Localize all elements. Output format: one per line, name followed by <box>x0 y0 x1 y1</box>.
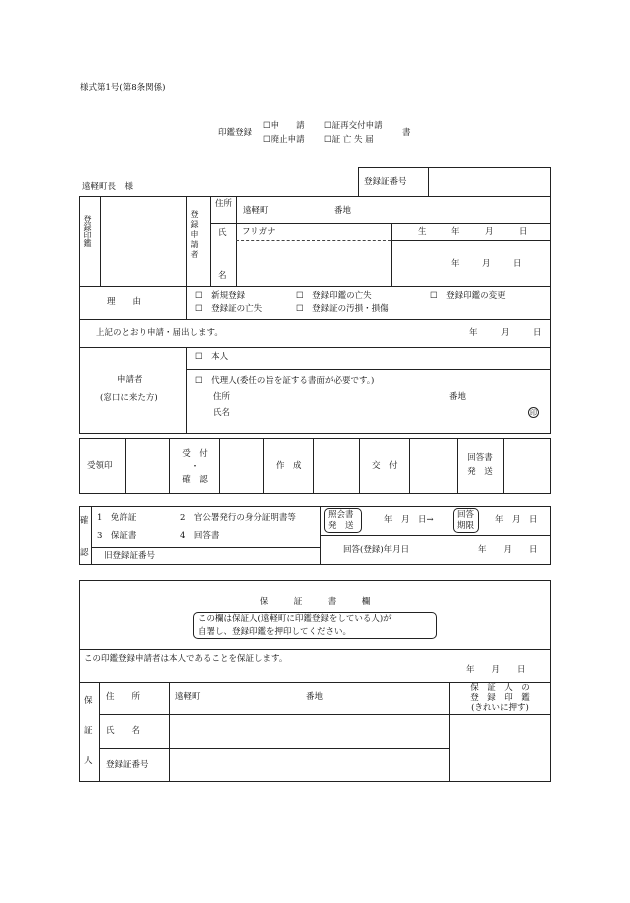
reply-send-2: 発 送 <box>467 467 493 477</box>
furigana-label[interactable]: フリガナ <box>242 227 276 237</box>
received-seal-label: 受領印 <box>87 461 113 471</box>
proxy-name-label: 氏名 <box>213 408 231 418</box>
reason-cert-damaged[interactable]: ☐ 登録証の汚損・損傷 <box>296 304 389 314</box>
applicant-group-label: 登録申請者 <box>190 210 199 260</box>
submitter-proxy[interactable]: ☐ 代理人(委任の旨を証する書面が必要です。) <box>195 376 375 386</box>
title-option-lost[interactable]: ☐証 亡 失 届 <box>324 135 374 145</box>
create-label: 作 成 <box>276 461 302 471</box>
birth-year: 年 <box>451 227 460 237</box>
accept-label-2: ・ <box>190 462 200 472</box>
declaration-day: 日 <box>533 328 542 338</box>
address-banchi: 番地 <box>334 206 352 216</box>
guarantor-name-label: 氏 名 <box>106 726 141 736</box>
verify-item-official-id[interactable]: 2 官公署発行の身分証明書等 <box>180 513 296 523</box>
proxy-seal-mark: 印 <box>530 408 537 417</box>
guarantee-title: 保 証 書 欄 <box>259 597 371 607</box>
addressee: 遠軽町長 様 <box>82 182 134 192</box>
guarantee-statement: この印鑑登録申請者は本人であることを保証します。 <box>84 654 288 664</box>
inquiry-date: 年 月 日→ <box>384 515 434 525</box>
guarantee-date: 年 月 日 <box>466 665 526 675</box>
inquiry-label-1: 照会書 <box>328 510 354 520</box>
guarantor-seal-header-3: (きれいに押す) <box>471 703 529 713</box>
cert-number-label: 登録証番号 <box>364 177 407 187</box>
guarantor-address-label: 住 所 <box>106 692 141 702</box>
issue-label: 交 付 <box>372 461 398 471</box>
declaration-year: 年 <box>469 328 478 338</box>
guarantor-cert-label: 登録証番号 <box>106 760 149 770</box>
guarantor-seal-header-1: 保 証 人 の <box>470 683 530 693</box>
inquiry-label-2: 発 送 <box>328 521 354 531</box>
verify-item-reply[interactable]: 4 回答書 <box>180 531 220 541</box>
guarantor-side-2: 証 <box>84 726 93 736</box>
guarantee-note-2: 自署し、登録印鑑を押印してください。 <box>198 627 352 637</box>
accept-label-1: 受 付 <box>182 449 208 459</box>
verify-label-top: 確 <box>80 516 89 526</box>
form-number: 様式第1号(第8条関係) <box>80 83 166 93</box>
verify-label-bottom: 認 <box>80 548 89 558</box>
guarantor-seal-header-2: 登 録 印 鑑 <box>470 693 530 703</box>
deadline-label-2: 期限 <box>457 521 475 531</box>
submitter-label: 申請者 <box>117 375 143 385</box>
birth-label: 生 <box>418 227 427 237</box>
proxy-banchi: 番地 <box>449 392 467 402</box>
seal-label: 登録印鑑 <box>83 215 92 247</box>
title-option-apply[interactable]: ☐申 請 <box>263 121 305 131</box>
deadline-date: 年 月 日 <box>495 515 538 525</box>
guarantor-side-1: 保 <box>84 696 93 706</box>
submitter-sublabel: (窓口に来た方) <box>100 393 158 403</box>
apply-day: 日 <box>513 259 522 269</box>
old-cert-label: 旧登録証番号 <box>104 551 156 561</box>
reply-registration-date: 年 月 日 <box>478 545 538 555</box>
reason-seal-change[interactable]: ☐ 登録印鑑の変更 <box>430 291 506 301</box>
reason-label: 理 由 <box>107 297 142 307</box>
title-option-reissue[interactable]: ☐証再交付申請 <box>324 121 383 131</box>
birth-month: 月 <box>485 227 494 237</box>
guarantor-address-banchi: 番地 <box>306 692 324 702</box>
title-prefix: 印鑑登録 <box>218 128 253 138</box>
apply-year: 年 <box>451 259 460 269</box>
verify-item-license[interactable]: 1 免許証 <box>97 513 137 523</box>
reason-cert-lost[interactable]: ☐ 登録証の亡失 <box>195 304 263 314</box>
verify-item-guarantee[interactable]: 3 保証書 <box>97 531 137 541</box>
submitter-self[interactable]: ☐ 本人 <box>195 352 229 362</box>
title-suffix: 書 <box>402 128 411 138</box>
declaration-month: 月 <box>501 328 510 338</box>
title-option-abolish[interactable]: ☐廃止申請 <box>263 135 305 145</box>
reply-registration-label: 回答(登録)年月日 <box>343 545 410 555</box>
guarantor-side-3: 人 <box>84 756 93 766</box>
address-town[interactable]: 遠軽町 <box>243 206 269 216</box>
accept-label-3: 確 認 <box>182 475 208 485</box>
name-label-bottom: 名 <box>218 271 227 281</box>
birth-day: 日 <box>519 227 528 237</box>
reason-new[interactable]: ☐ 新規登録 <box>195 291 246 301</box>
declaration-text: 上記のとおり申請・届出します。 <box>96 328 223 338</box>
guarantor-address-town[interactable]: 遠軽町 <box>175 692 201 702</box>
name-label-top: 氏 <box>218 228 227 238</box>
guarantee-note-1: この欄は保証人(遠軽町に印鑑登録をしている人)が <box>198 614 392 624</box>
reply-send-1: 回答書 <box>467 453 493 463</box>
guarantee-section <box>79 580 551 782</box>
reason-seal-lost[interactable]: ☐ 登録印鑑の亡失 <box>296 291 372 301</box>
apply-month: 月 <box>482 259 491 269</box>
office-table <box>79 438 551 494</box>
deadline-label-1: 回答 <box>457 510 475 520</box>
proxy-address-label: 住所 <box>213 392 231 402</box>
address-label: 住所 <box>215 199 233 209</box>
